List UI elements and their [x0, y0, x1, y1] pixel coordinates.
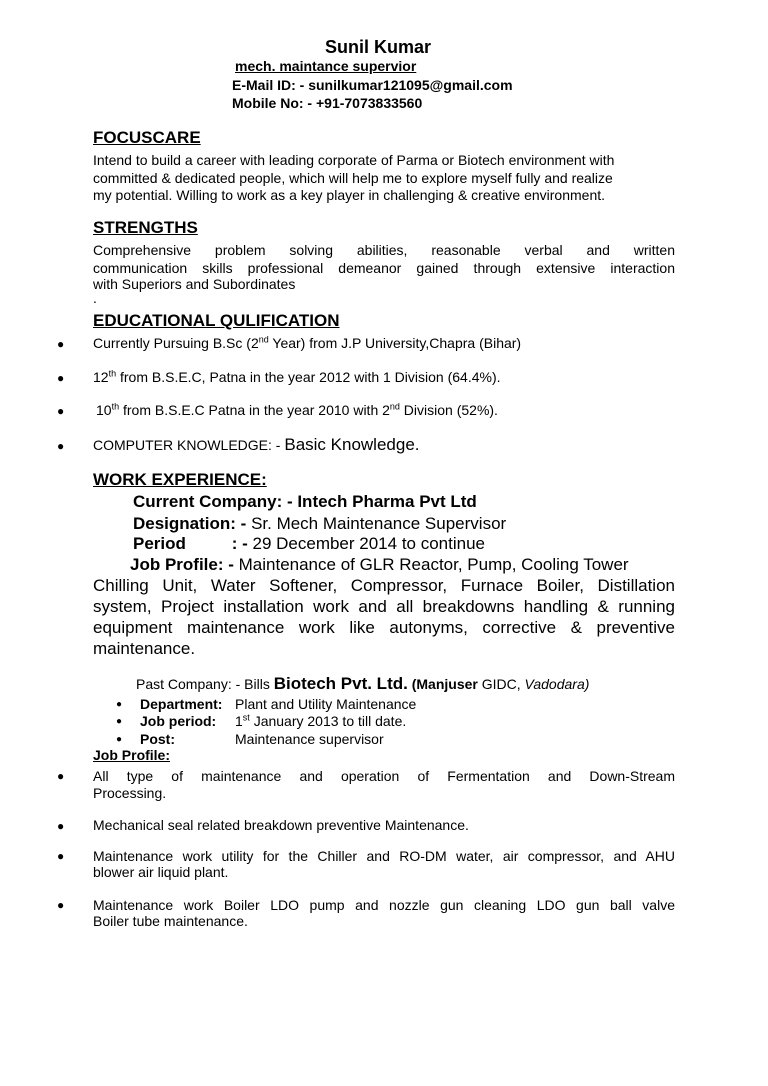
period: Period : - 29 December 2014 to continue [133, 534, 485, 553]
bullet-icon: ● [57, 849, 65, 863]
current-company: Current Company: - Intech Pharma Pvt Ltd [133, 492, 477, 511]
bullet-icon: ● [57, 404, 65, 418]
computer-knowledge-value: Basic Knowledge. [284, 435, 420, 454]
bullet-icon: ● [57, 898, 65, 912]
duty-4-line-2: Boiler tube maintenance. [93, 913, 248, 929]
bullet-icon: ● [57, 371, 65, 385]
focus-line-2: committed & dedicated people, which will help me to explore myself fully and realize [93, 170, 613, 186]
job-profile-line-4: equipment maintenance work like autonyms, corrective & preventive [93, 618, 675, 637]
mobile: Mobile No: - +91-7073833560 [232, 95, 423, 111]
small-bullet-icon: ● [116, 699, 123, 710]
computer-knowledge-label: COMPUTER KNOWLEDGE: - [93, 437, 285, 453]
job-profile-heading: Job Profile: [93, 747, 171, 763]
resume-name: Sunil Kumar [325, 37, 432, 57]
duty-1-line-1: All type of maintenance and operation of Fermentation and Down-Stream [93, 768, 675, 784]
email: E-Mail ID: - sunilkumar121095@gmail.com [232, 77, 513, 93]
education-item-1: Currently Pursuing B.Sc (2nd Year) from J.P University,Chapra (Bihar) [93, 334, 522, 351]
focus-heading: FOCUSCARE [93, 128, 201, 147]
bullet-icon: ● [57, 337, 65, 351]
strengths-heading: STRENGTHS [93, 218, 198, 237]
job-profile-line-1: Job Profile: - Maintenance of GLR Reactor, Pump, Cooling Tower [130, 555, 629, 574]
job-profile-line-3: system, Project installation work and all breakdowns handling & running [93, 597, 675, 616]
strengths-line-1: Comprehensive problem solving abilities, reasonable verbal and written [93, 242, 675, 258]
duty-3-line-1: Maintenance work utility for the Chiller and RO-DM water, air compressor, and AHU [93, 848, 675, 864]
strengths-line-2: communication skills professional demeanor gained through extensive interaction [93, 260, 675, 276]
past-job-period: Job period: 1st January 2013 to till date. [140, 712, 407, 729]
past-department: Department: Plant and Utility Maintenance [140, 696, 417, 712]
job-profile-line-2: Chilling Unit, Water Softener, Compressor, Furnace Boiler, Distillation [93, 576, 675, 595]
work-heading: WORK EXPERIENCE: [93, 470, 267, 489]
education-item-2: 12th from B.S.E.C, Patna in the year 2012 with 1 Division (64.4%). [93, 368, 501, 385]
bullet-icon: ● [57, 819, 65, 833]
duty-4-line-1: Maintenance work Boiler LDO pump and nozzle gun cleaning LDO gun ball valve [93, 897, 675, 913]
focus-line-3: my potential. Willing to work as a key player in challenging & creative environment. [93, 187, 606, 203]
education-heading: EDUCATIONAL QULIFICATION [93, 311, 340, 330]
strengths-dot: . [93, 290, 97, 306]
designation: Designation: - Sr. Mech Maintenance Supervisor [133, 514, 507, 533]
job-profile-line-5: maintenance. [93, 639, 196, 658]
focus-line-1: Intend to build a career with leading corporate of Parma or Biotech environment with [93, 152, 615, 168]
duty-1-line-2: Processing. [93, 785, 167, 801]
bullet-icon: ● [57, 769, 65, 783]
small-bullet-icon: ● [116, 734, 123, 745]
bullet-icon: ● [57, 439, 65, 453]
past-company: Past Company: - Bills Biotech Pvt. Ltd. (Manjuser GIDC, Vadodara) [136, 674, 590, 693]
education-item-3: 10th from B.S.E.C Patna in the year 2010 with 2nd Division (52%). [96, 401, 498, 418]
job-title: mech. maintance supervior [235, 58, 417, 74]
strengths-line-3: with Superiors and Subordinates [93, 276, 296, 292]
duty-2: Mechanical seal related breakdown preventive Maintenance. [93, 817, 469, 833]
computer-knowledge [93, 435, 420, 455]
past-post: Post: Maintenance supervisor [140, 731, 384, 747]
small-bullet-icon: ● [116, 716, 123, 727]
duty-3-line-2: blower air liquid plant. [93, 864, 229, 880]
